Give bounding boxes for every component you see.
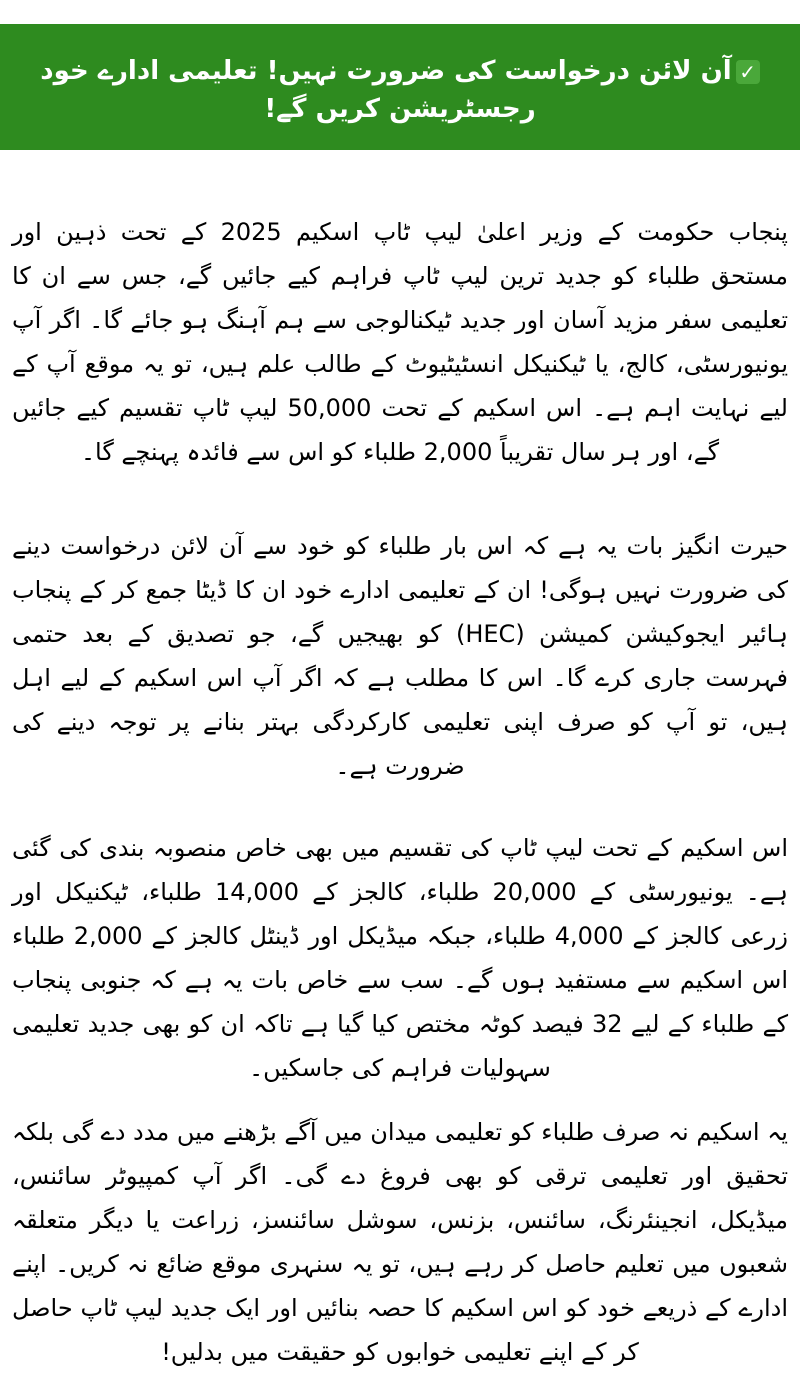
banner-title: آن لائن درخواست کی ضرورت نہیں! تعلیمی ادارے خود رجسٹریشن کریں گے!: [40, 56, 732, 124]
article-paragraph: پنجاب حکومت کے وزیر اعلیٰ لیپ ٹاپ اسکیم 2025 کے تحت ذہین اور مستحق طلباء کو جدید ترین لیپ ٹاپ فراہم کیے جائیں گے، جس سے ان کا تعلیمی سفر مزید آسان اور جدید ٹیکنالوجی سے ہم آہنگ ہو جائے گا۔ اگر آپ یونیورسٹی، کالج، یا ٹیکنیکل انسٹیٹیوٹ کے طالب علم ہیں، تو یہ موقع آپ کے لیے نہایت اہم ہے۔ اس اسکیم کے تحت 50,000 لیپ ٹاپ تقسیم کیے جائیں گے، اور ہر سال تقریباً 2,000 طلباء کو اس سے فائدہ پہنچے گا۔: [12, 218, 788, 466]
headline-banner: [0, 24, 800, 150]
article-paragraph: حیرت انگیز بات یہ ہے کہ اس بار طلباء کو خود سے آن لائن درخواست دینے کی ضرورت نہیں ہوگی! ان کے تعلیمی ادارے خود ان کا ڈیٹا جمع کر کے پنجاب ہائیر ایجوکیشن کمیشن (HEC) کو بھیجیں گے، جو تصدیق کے بعد حتمی فہرست جاری کرے گا۔ اس کا مطلب ہے کہ اگر آپ اس اسکیم کے لیے اہل ہیں، تو آپ کو صرف اپنی تعلیمی کارکردگی بہتر بنانے پر توجہ دینے کی ضرورت ہے۔: [12, 532, 788, 780]
check-mark-icon: ✓: [736, 60, 760, 84]
article-paragraph: اس اسکیم کے تحت لیپ ٹاپ کی تقسیم میں بھی خاص منصوبہ بندی کی گئی ہے۔ یونیورسٹی کے 20,000 طلباء، کالجز کے 14,000 طلباء، ٹیکنیکل اور زرعی کالجز کے 4,000 طلباء، جبکہ میڈیکل اور ڈینٹل کالجز کے 2,000 طلباء اس اسکیم سے مستفید ہوں گے۔ سب سے خاص بات یہ ہے کہ جنوبی پنجاب کے طلباء کے لیے 32 فیصد کوٹہ مختص کیا گیا ہے تاکہ ان کو بھی جدید تعلیمی سہولیات فراہم کی جاسکیں۔: [12, 834, 789, 1082]
article-paragraph: یہ اسکیم نہ صرف طلباء کو تعلیمی میدان میں آگے بڑھنے میں مدد دے گی بلکہ تحقیق اور تعلیمی ترقی کو بھی فروغ دے گی۔ اگر آپ کمپیوٹر سائنس، میڈیکل، انجینئرنگ، سائنس، بزنس، سوشل سائنسز، زراعت یا دیگر متعلقہ شعبوں میں تعلیم حاصل کر رہے ہیں، تو یہ سنہری موقع ضائع نہ کریں۔ اپنے ادارے کے ذریعے خود کو اس اسکیم کا حصہ بنائیں اور ایک جدید لیپ ٹاپ حاصل کر کے اپنے تعلیمی خوابوں کو حقیقت میں بدلیں!: [12, 1118, 788, 1366]
banner-title-line: [20, 52, 780, 128]
